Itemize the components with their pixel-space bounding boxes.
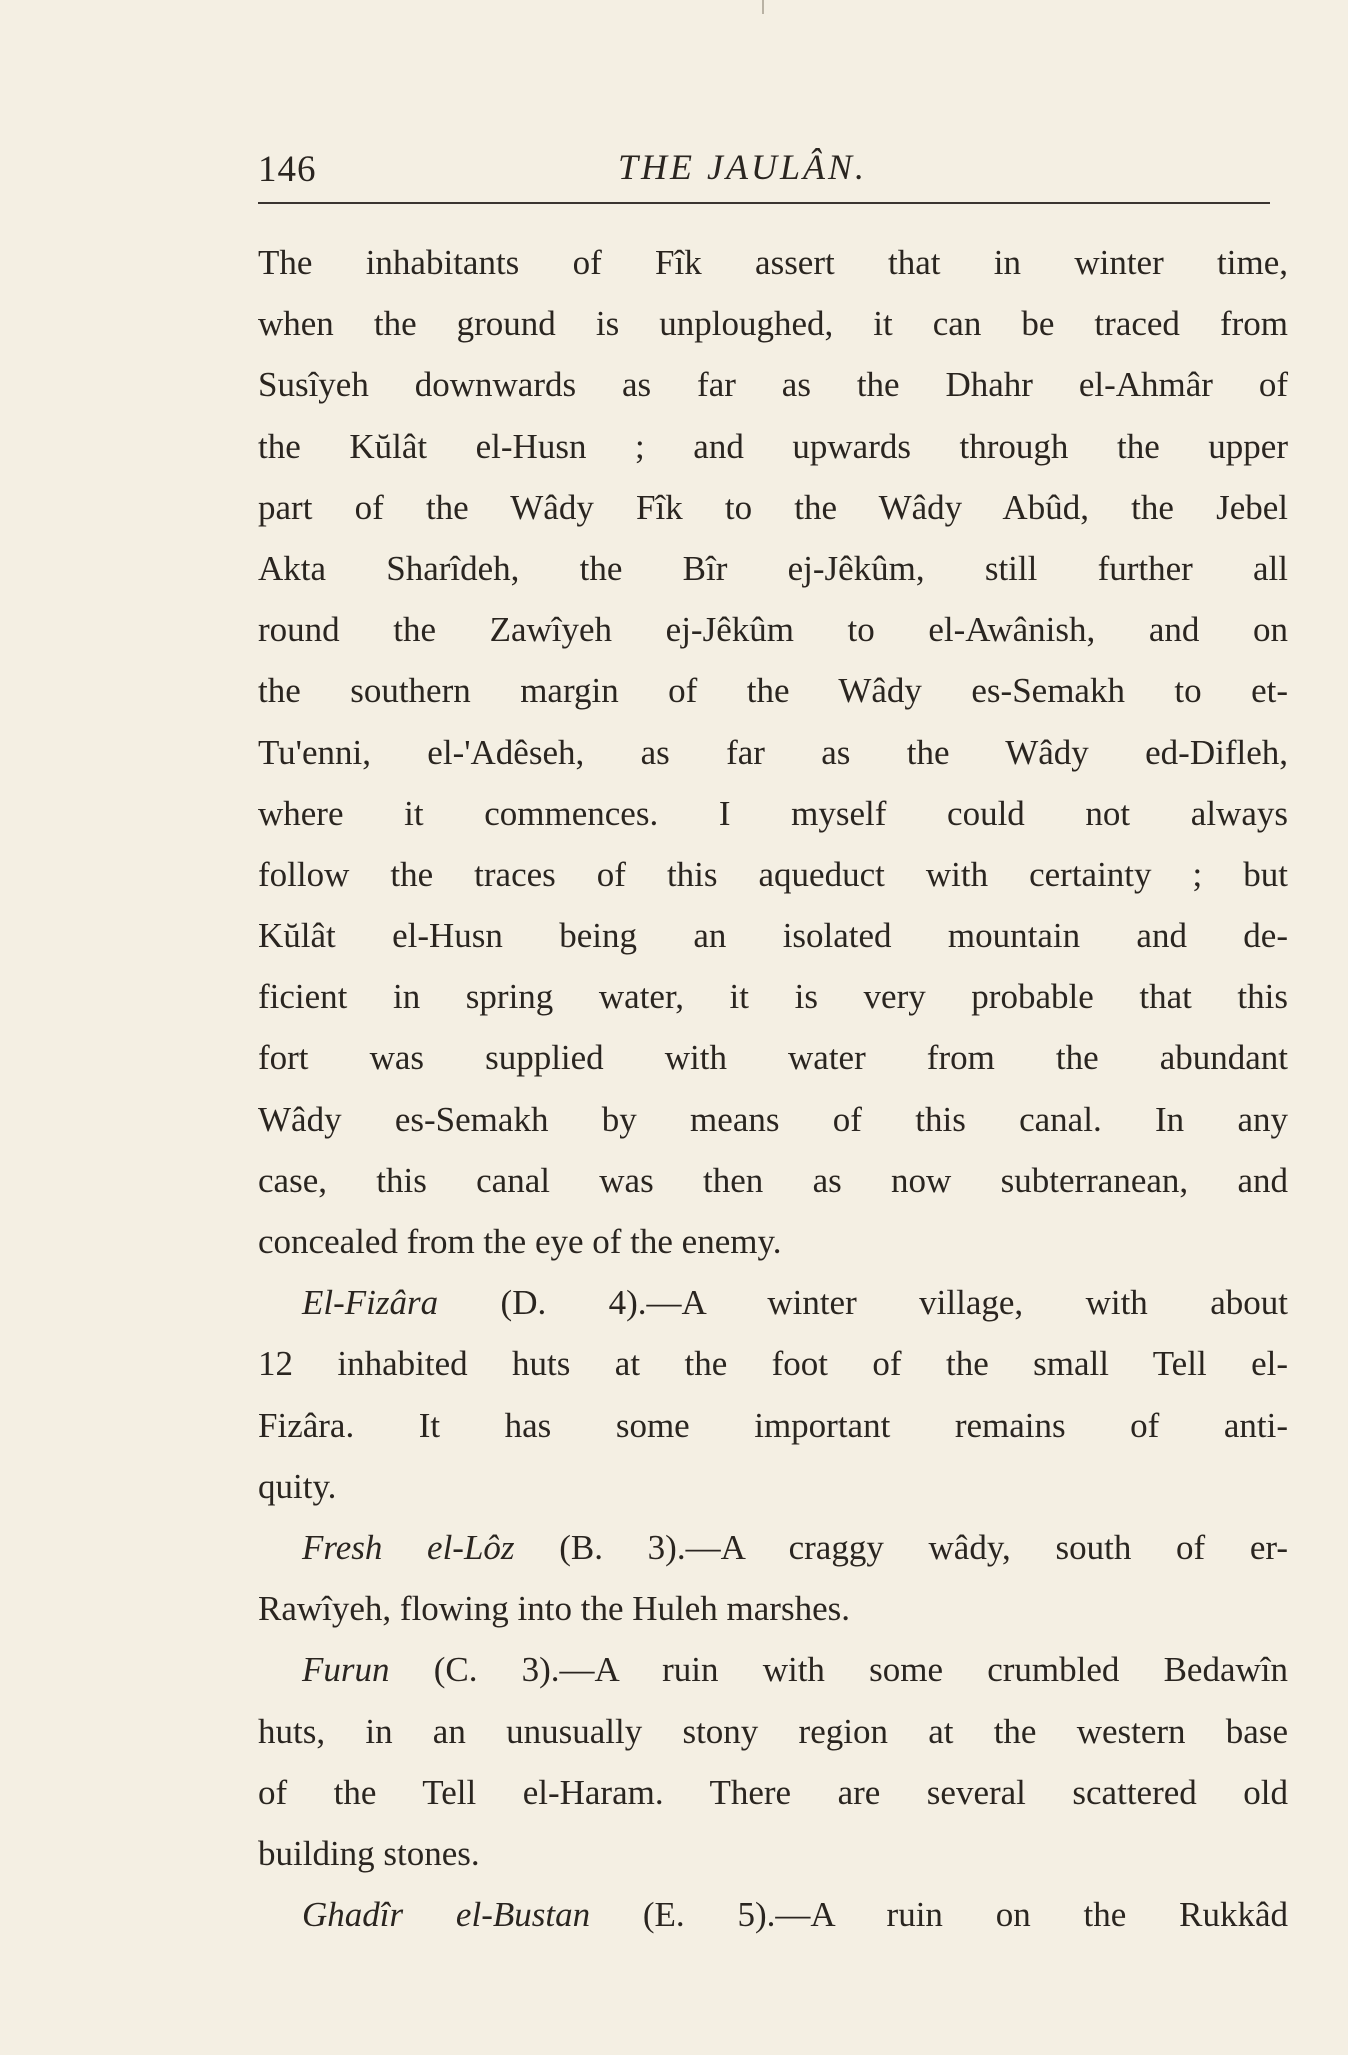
text-line: Rawîyeh, flowing into the Huleh marshes. [258, 1589, 850, 1629]
entry-first-line [258, 1272, 1288, 1333]
entry-first-line [258, 1884, 1288, 1945]
text-line: fort was supplied with water from the abundant [258, 1038, 1288, 1078]
entry-description: (E. 5).—A ruin on the Rukkâd [590, 1895, 1288, 1935]
entry-ghadir-el-bustan [258, 1884, 1288, 1945]
text-line: 12 inhabited huts at the foot of the small Tell el- [258, 1344, 1288, 1384]
entry-name: Fresh el-Lôz [302, 1527, 515, 1567]
entry-fresh-el-loz [258, 1517, 1288, 1639]
top-ink-mark [762, 0, 764, 14]
text-line: Wâdy es-Semakh by means of this canal. In any [258, 1099, 1288, 1139]
text-line: where it commences. I myself could not always [258, 793, 1288, 833]
page-header [258, 140, 1268, 200]
paragraph-aqueduct [258, 232, 1288, 1272]
text-line: The inhabitants of Fîk assert that in winter time, [258, 243, 1288, 282]
text-line: of the Tell el-Haram. There are several scattered old [258, 1772, 1288, 1812]
text-line: building stones. [258, 1833, 480, 1873]
text-line: the southern margin of the Wâdy es-Semakh to et- [258, 671, 1288, 711]
entry-description: (D. 4).—A winter village, with about [438, 1283, 1288, 1323]
running-title: THE JAULÂN. [618, 147, 867, 187]
text-line: huts, in an unusually stony region at the western base [258, 1711, 1288, 1751]
text-line: part of the Wâdy Fîk to the Wâdy Abûd, the Jebel [258, 487, 1288, 527]
entry-name: Ghadîr el-Bustan [302, 1895, 591, 1935]
entry-first-line [258, 1639, 1288, 1700]
text-line: Fizâra. It has some important remains of anti- [258, 1405, 1288, 1445]
text-line: Tu'enni, el-'Adêseh, as far as the Wâdy ed-Difleh, [258, 732, 1288, 772]
entry-name: Furun [302, 1650, 390, 1690]
text-line: case, this canal was then as now subterranean, and [258, 1160, 1288, 1200]
text-line: when the ground is unploughed, it can be traced from [258, 304, 1288, 344]
body-text [258, 232, 1288, 1945]
entry-description: (C. 3).—A ruin with some crumbled Bedawîn [389, 1650, 1288, 1690]
text-line: ficient in spring water, it is very probable that this [258, 977, 1288, 1017]
text-line: Akta Sharîdeh, the Bîr ej-Jêkûm, still further all [258, 548, 1288, 588]
text-line: Kŭlât el-Husn being an isolated mountain and de- [258, 916, 1288, 956]
text-line: quity. [258, 1466, 337, 1506]
page-number: 146 [258, 149, 317, 190]
entry-description: (B. 3).—A craggy wâdy, south of er- [514, 1527, 1288, 1567]
text-line: the Kŭlât el-Husn ; and upwards through the upper [258, 426, 1288, 466]
text-line: Susîyeh downwards as far as the Dhahr el-Ahmâr of [258, 365, 1288, 405]
text-line: concealed from the eye of the enemy. [258, 1222, 782, 1261]
entry-name: El-Fizâra [302, 1283, 439, 1323]
header-rule [258, 202, 1270, 204]
entry-first-line [258, 1517, 1288, 1578]
entry-el-fizara [258, 1272, 1288, 1517]
entry-furun [258, 1639, 1288, 1884]
text-line: follow the traces of this aqueduct with certainty ; but [258, 854, 1288, 894]
text-line: round the Zawîyeh ej-Jêkûm to el-Awânish, and on [258, 610, 1288, 650]
